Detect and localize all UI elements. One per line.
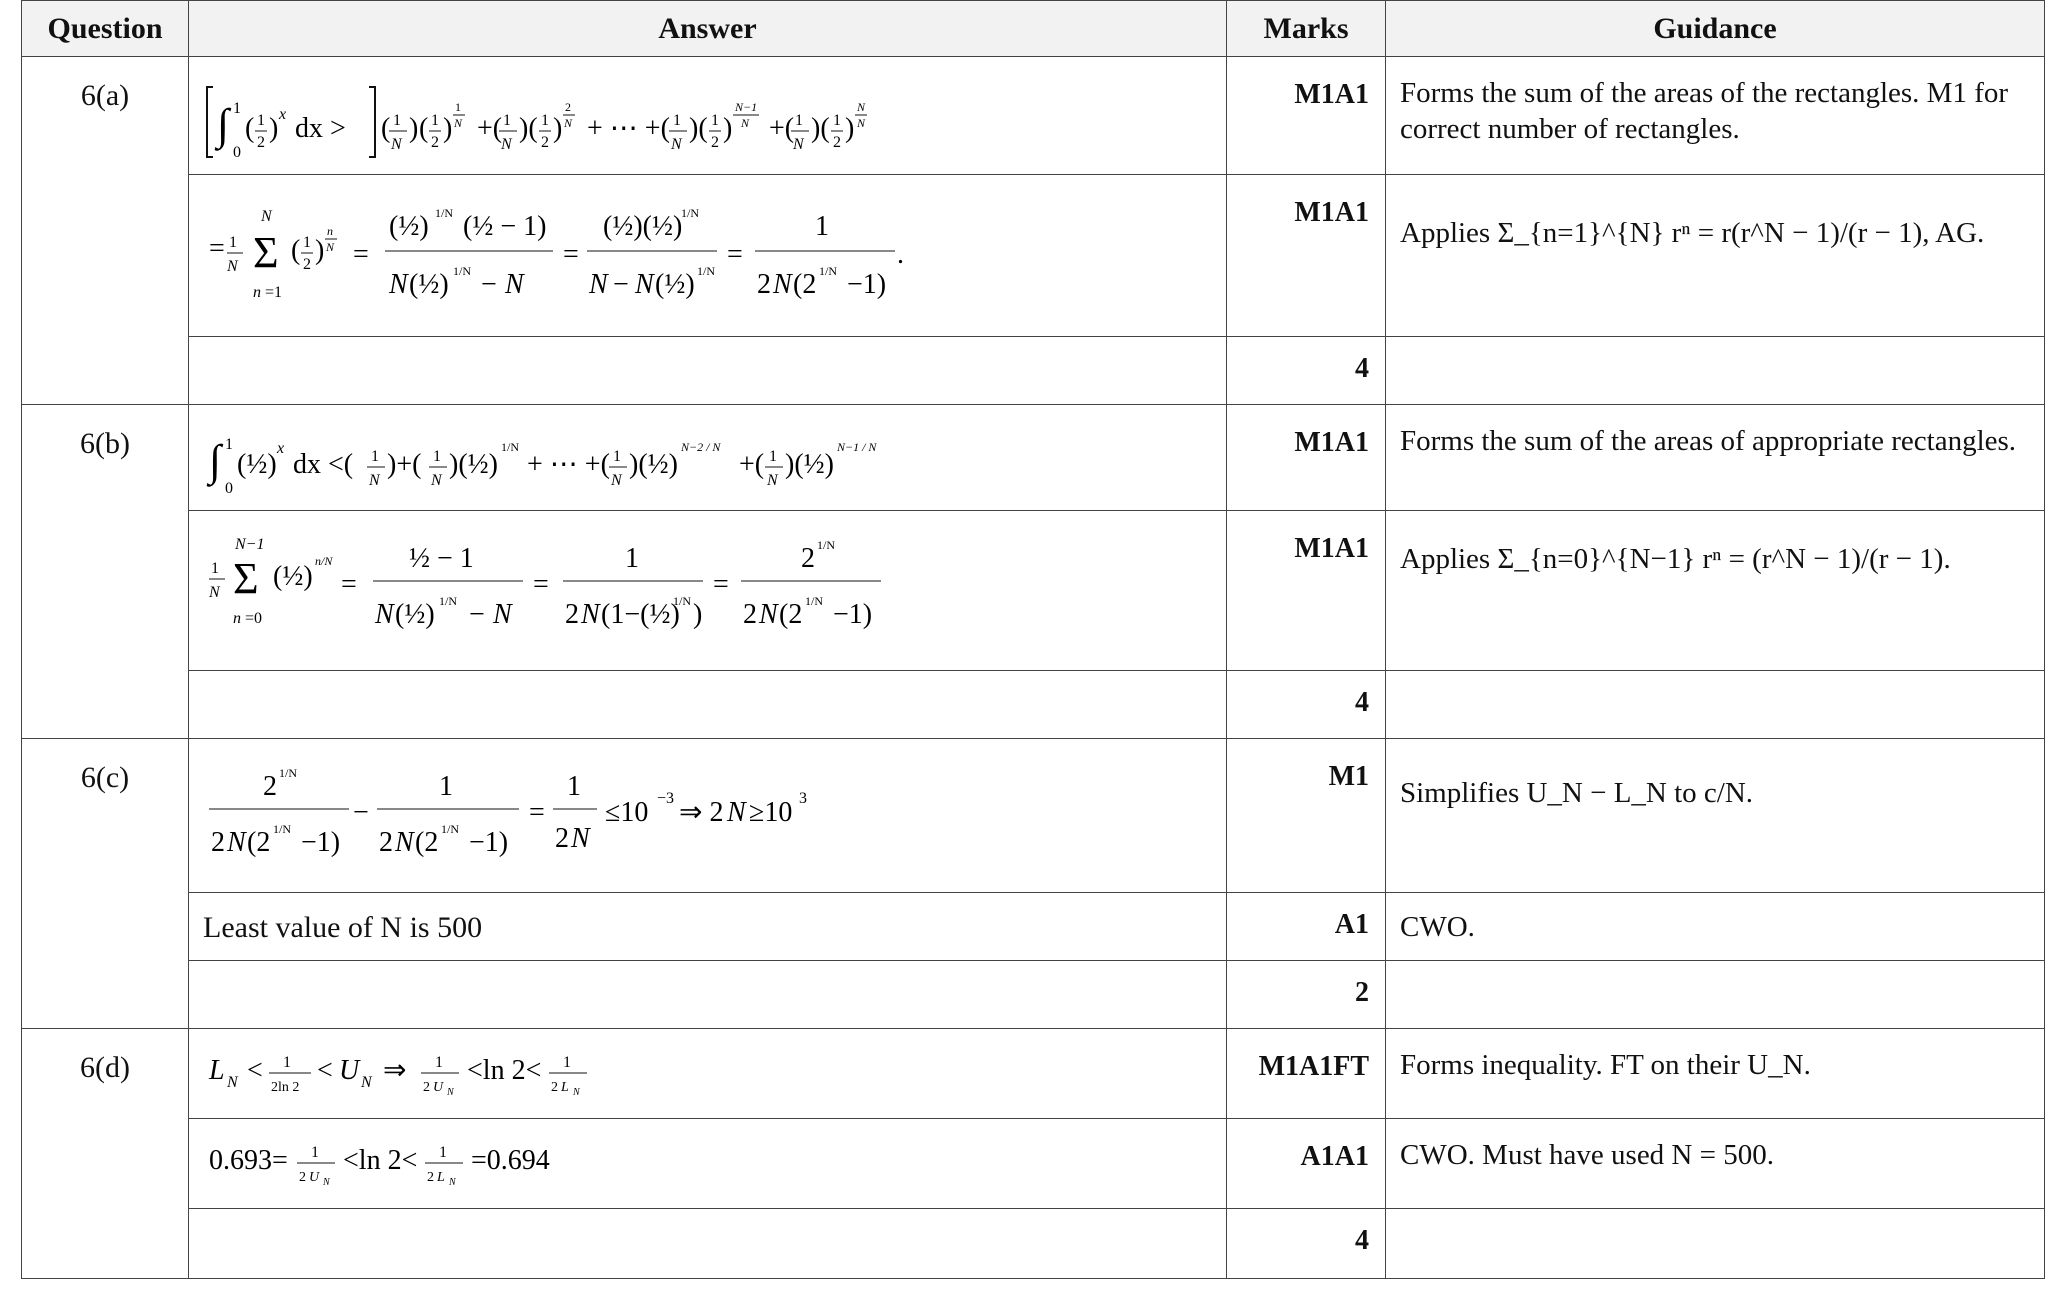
svg-text:N−2 / N: N−2 / N <box>681 440 721 454</box>
marks-value: M1A1 <box>1227 405 1386 511</box>
svg-text:1: 1 <box>229 234 237 251</box>
svg-text:2: 2 <box>211 827 225 858</box>
svg-text:1: 1 <box>455 100 461 114</box>
svg-text:1/N: 1/N <box>441 822 459 836</box>
svg-text:1: 1 <box>795 112 803 129</box>
answer-cell <box>189 405 1227 511</box>
svg-text:N: N <box>326 240 335 254</box>
svg-text:⇒ 2: ⇒ 2 <box>679 797 724 828</box>
svg-text:N: N <box>493 599 512 630</box>
guidance-text: CWO. <box>1386 893 2045 961</box>
svg-text:=: = <box>727 239 743 270</box>
svg-text:N: N <box>501 136 512 153</box>
svg-text:(½): (½) <box>237 449 277 480</box>
svg-text:): ) <box>553 113 563 144</box>
svg-text:N: N <box>389 269 408 300</box>
svg-text:1: 1 <box>711 112 719 129</box>
svg-text:n: n <box>253 284 261 301</box>
answer-cell <box>189 739 1227 893</box>
svg-text:N: N <box>767 472 778 489</box>
svg-text:2: 2 <box>263 771 277 802</box>
svg-text:⇒: ⇒ <box>383 1055 407 1086</box>
svg-text:−1): −1) <box>847 269 887 300</box>
svg-text:N: N <box>227 1074 238 1091</box>
svg-text:): ) <box>693 599 703 630</box>
svg-text:1: 1 <box>371 448 379 465</box>
svg-text:1: 1 <box>283 1054 291 1071</box>
svg-text:∫: ∫ <box>217 100 230 149</box>
svg-text:N: N <box>227 827 246 858</box>
answer-cell <box>189 57 1227 175</box>
header-marks: Marks <box>1227 1 1386 57</box>
svg-text:N: N <box>449 1177 456 1188</box>
svg-text:1/N: 1/N <box>453 264 471 278</box>
answer-cell <box>189 961 1227 1029</box>
svg-text:1/N: 1/N <box>439 594 457 608</box>
svg-text:): ) <box>315 235 325 266</box>
svg-text:<ln 2<: <ln 2< <box>467 1055 542 1086</box>
svg-text:2: 2 <box>801 543 815 574</box>
svg-text:(2: (2 <box>793 269 817 300</box>
svg-text:x: x <box>277 440 285 457</box>
svg-text:L: L <box>437 1170 445 1185</box>
answer-cell <box>189 893 1227 961</box>
svg-text:1: 1 <box>833 112 841 129</box>
svg-text:2: 2 <box>757 269 771 300</box>
svg-text:2: 2 <box>711 134 719 151</box>
svg-text:): ) <box>443 113 453 144</box>
svg-text:N: N <box>209 584 220 601</box>
svg-text:n: n <box>233 610 241 627</box>
marks-value: A1 <box>1227 893 1386 961</box>
svg-text:U: U <box>339 1055 360 1086</box>
svg-text:1/N: 1/N <box>681 206 699 220</box>
svg-text:)(½): )(½) <box>629 449 678 480</box>
svg-text:)(: )( <box>519 113 538 144</box>
guidance-text: Forms inequality. FT on their U_N. <box>1386 1029 2045 1119</box>
svg-text:<: < <box>247 1055 263 1086</box>
svg-text:2: 2 <box>551 1080 558 1095</box>
total-marks: 2 <box>1227 961 1386 1029</box>
svg-text:1: 1 <box>503 112 511 129</box>
svg-text:2ln 2: 2ln 2 <box>271 1080 300 1095</box>
svg-text:N: N <box>369 472 380 489</box>
svg-text:3: 3 <box>799 790 807 807</box>
svg-text:(½): (½) <box>273 561 313 592</box>
svg-text:2: 2 <box>743 599 757 630</box>
table-row <box>22 1209 2045 1279</box>
svg-text:1: 1 <box>303 234 311 251</box>
svg-text:(: ( <box>381 113 391 144</box>
svg-text:+(: +( <box>739 449 765 480</box>
svg-text:2: 2 <box>565 599 579 630</box>
svg-text:=: = <box>563 239 579 270</box>
svg-text:N: N <box>431 472 442 489</box>
svg-text:−1): −1) <box>833 599 873 630</box>
svg-text:=: = <box>353 239 369 270</box>
table-row <box>22 961 2045 1029</box>
svg-text:+(: +( <box>477 113 503 144</box>
table-row <box>22 511 2045 671</box>
total-marks: 4 <box>1227 671 1386 739</box>
svg-text:(1−(½): (1−(½) <box>601 599 680 630</box>
svg-text:−: − <box>469 599 485 630</box>
answer-cell <box>189 511 1227 671</box>
svg-text:1: 1 <box>815 211 829 242</box>
svg-text:)+(: )+( <box>387 449 422 480</box>
svg-text:N: N <box>857 100 866 114</box>
svg-text:1/N: 1/N <box>273 822 291 836</box>
marks-value: A1A1 <box>1227 1119 1386 1209</box>
svg-text:N: N <box>571 823 590 854</box>
question-number: 6(c) <box>22 739 189 1029</box>
marks-value: M1 <box>1227 739 1386 893</box>
svg-text:≤10: ≤10 <box>605 797 649 828</box>
answer-cell <box>189 337 1227 405</box>
svg-text:1/N: 1/N <box>501 440 519 454</box>
svg-text:N: N <box>395 827 414 858</box>
answer-cell <box>189 1119 1227 1209</box>
marks-value: M1A1FT <box>1227 1029 1386 1119</box>
svg-text:+(: +( <box>769 113 795 144</box>
svg-text:N: N <box>611 472 622 489</box>
svg-text:1: 1 <box>563 1054 571 1071</box>
svg-text:=: = <box>529 797 545 828</box>
guidance-text: Applies Σ_{n=0}^{N−1} rⁿ = (r^N − 1)/(r − 1). <box>1386 511 2045 671</box>
svg-text:)(½): )(½) <box>449 449 498 480</box>
guidance-text: Applies Σ_{n=1}^{N} rⁿ = r(r^N − 1)/(r − 1), AG. <box>1386 175 2045 337</box>
answer-cell <box>189 1029 1227 1119</box>
svg-text:): ) <box>845 113 855 144</box>
svg-text:(2: (2 <box>779 599 803 630</box>
table-row <box>22 739 2045 893</box>
svg-text:0: 0 <box>233 144 241 161</box>
svg-text:N−1 / N: N−1 / N <box>837 440 877 454</box>
svg-text:2: 2 <box>565 100 571 114</box>
svg-text:): ) <box>269 113 279 144</box>
svg-text:N: N <box>261 208 272 225</box>
svg-text:=0.694: =0.694 <box>471 1145 550 1176</box>
svg-text:(½): (½) <box>389 211 429 242</box>
svg-text:.: . <box>897 239 904 270</box>
svg-text:n: n <box>327 224 333 238</box>
answer-cell <box>189 175 1227 337</box>
formula-6d-1 <box>203 1029 1213 1117</box>
answer-cell <box>189 671 1227 739</box>
svg-text:L: L <box>209 1055 225 1086</box>
svg-text:Σ: Σ <box>253 228 279 277</box>
svg-text:n/N: n/N <box>315 554 333 568</box>
svg-text:<ln 2<: <ln 2< <box>343 1145 418 1176</box>
svg-text:(: ( <box>291 235 301 266</box>
header-row <box>22 1 2045 57</box>
svg-text:1: 1 <box>257 112 265 129</box>
svg-text:N: N <box>635 269 654 300</box>
svg-text:1: 1 <box>431 112 439 129</box>
svg-text:1: 1 <box>393 112 401 129</box>
svg-text:N: N <box>454 116 463 130</box>
table-row <box>22 405 2045 511</box>
svg-text:N: N <box>759 599 778 630</box>
svg-text:N: N <box>773 269 792 300</box>
total-marks: 4 <box>1227 337 1386 405</box>
svg-text:1: 1 <box>625 543 639 574</box>
table-row <box>22 337 2045 405</box>
svg-text:1: 1 <box>211 560 219 577</box>
svg-text:N: N <box>589 269 608 300</box>
svg-text:−1): −1) <box>301 827 341 858</box>
svg-text:N: N <box>323 1177 330 1188</box>
svg-text:(½): (½) <box>655 269 695 300</box>
svg-text:+ ⋯ +(: + ⋯ +( <box>587 113 670 144</box>
table-row <box>22 1119 2045 1209</box>
svg-text:N: N <box>671 136 682 153</box>
svg-text:−: − <box>353 797 369 828</box>
mark-scheme-table <box>21 0 2045 1279</box>
guidance-text <box>1386 671 2045 739</box>
svg-text:=: = <box>713 569 729 600</box>
svg-text:1: 1 <box>613 448 621 465</box>
svg-text:1: 1 <box>433 448 441 465</box>
svg-text:=: = <box>341 569 357 600</box>
svg-text:=1: =1 <box>265 284 283 301</box>
question-number: 6(b) <box>22 405 189 739</box>
svg-text:0: 0 <box>225 480 233 497</box>
svg-text:): ) <box>723 113 733 144</box>
formula-6a-2 <box>203 175 1213 335</box>
svg-text:2: 2 <box>427 1170 434 1185</box>
formula-6d-2 <box>203 1119 1213 1207</box>
svg-text:1/N: 1/N <box>279 766 297 780</box>
table-row <box>22 671 2045 739</box>
svg-text:N: N <box>741 116 750 130</box>
answer-text: Least value of N is 500 <box>203 911 483 944</box>
svg-text:1/N: 1/N <box>673 594 691 608</box>
svg-text:2: 2 <box>541 134 549 151</box>
svg-text:=0: =0 <box>245 610 263 627</box>
svg-text:x: x <box>279 106 287 123</box>
header-guidance: Guidance <box>1386 1 2045 57</box>
svg-text:N: N <box>375 599 394 630</box>
answer-cell <box>189 1209 1227 1279</box>
svg-text:N: N <box>857 116 866 130</box>
marks-value: M1A1 <box>1227 175 1386 337</box>
svg-text:(½)(½): (½)(½) <box>603 211 683 242</box>
svg-text:−: − <box>613 269 629 300</box>
svg-text:1: 1 <box>225 436 233 453</box>
svg-text:1: 1 <box>439 1144 447 1161</box>
guidance-text: Forms the sum of the areas of the rectangles. M1 for correct number of rectangles. <box>1386 57 2045 175</box>
svg-text:U: U <box>309 1170 320 1185</box>
marks-value: M1A1 <box>1227 511 1386 671</box>
svg-text:N: N <box>793 136 804 153</box>
formula-6b-2 <box>203 511 1213 669</box>
svg-text:(2: (2 <box>247 827 271 858</box>
svg-text:)(: )( <box>811 113 830 144</box>
svg-text:1/N: 1/N <box>435 206 453 220</box>
question-number: 6(d) <box>22 1029 189 1279</box>
svg-text:½ − 1: ½ − 1 <box>409 543 474 574</box>
svg-text:N: N <box>564 116 573 130</box>
svg-text:(½): (½) <box>409 269 449 300</box>
guidance-text <box>1386 337 2045 405</box>
svg-text:N: N <box>447 1087 454 1098</box>
svg-text:1: 1 <box>541 112 549 129</box>
svg-text:0.693=: 0.693= <box>209 1145 288 1176</box>
svg-text:=: = <box>209 233 225 264</box>
table-row <box>22 57 2045 175</box>
svg-text:(½): (½) <box>395 599 435 630</box>
svg-text:1/N: 1/N <box>697 264 715 278</box>
total-marks: 4 <box>1227 1209 1386 1279</box>
table-row <box>22 1029 2045 1119</box>
svg-text:≥10: ≥10 <box>749 797 793 828</box>
svg-text:2: 2 <box>555 823 569 854</box>
svg-text:U: U <box>433 1080 444 1095</box>
svg-text:1: 1 <box>769 448 777 465</box>
svg-text:dx <(: dx <( <box>293 449 354 480</box>
header-answer: Answer <box>189 1 1227 57</box>
svg-text:N: N <box>581 599 600 630</box>
svg-text:2: 2 <box>303 256 311 273</box>
svg-text:Σ: Σ <box>233 554 259 603</box>
svg-text:2: 2 <box>833 134 841 151</box>
svg-text:1: 1 <box>435 1054 443 1071</box>
svg-text:dx >: dx > <box>295 113 346 144</box>
svg-text:1/N: 1/N <box>819 264 837 278</box>
question-number: 6(a) <box>22 57 189 405</box>
svg-text:2: 2 <box>299 1170 306 1185</box>
svg-text:1: 1 <box>311 1144 319 1161</box>
svg-text:−: − <box>481 269 497 300</box>
guidance-text <box>1386 1209 2045 1279</box>
svg-text:+ ⋯ +(: + ⋯ +( <box>527 449 610 480</box>
formula-6a-1 <box>203 57 1213 173</box>
svg-text:<: < <box>317 1055 333 1086</box>
svg-text:2: 2 <box>431 134 439 151</box>
svg-text:N: N <box>227 258 238 275</box>
guidance-text: CWO. Must have used N = 500. <box>1386 1119 2045 1209</box>
svg-text:(½ − 1): (½ − 1) <box>463 211 547 242</box>
svg-text:−1): −1) <box>469 827 509 858</box>
svg-text:2: 2 <box>423 1080 430 1095</box>
guidance-text: Simplifies U_N − L_N to c/N. <box>1386 739 2045 893</box>
svg-text:1: 1 <box>233 100 241 117</box>
svg-text:1: 1 <box>567 771 581 802</box>
table-row <box>22 893 2045 961</box>
svg-text:N: N <box>505 269 524 300</box>
svg-text:1/N: 1/N <box>805 594 823 608</box>
svg-text:1/N: 1/N <box>817 538 835 552</box>
svg-text:(: ( <box>419 113 429 144</box>
formula-6c-1 <box>203 739 1213 891</box>
svg-text:=: = <box>533 569 549 600</box>
svg-text:N: N <box>361 1074 372 1091</box>
guidance-text: Forms the sum of the areas of appropriate rectangles. <box>1386 405 2045 511</box>
svg-text:−3: −3 <box>657 790 675 807</box>
guidance-text <box>1386 961 2045 1029</box>
svg-text:L: L <box>561 1080 569 1095</box>
svg-text:N−1: N−1 <box>235 536 265 553</box>
svg-text:2: 2 <box>257 134 265 151</box>
svg-text:)(: )( <box>689 113 708 144</box>
svg-text:∫: ∫ <box>209 436 222 485</box>
header-question: Question <box>22 1 189 57</box>
svg-text:1: 1 <box>439 771 453 802</box>
svg-text:(: ( <box>245 113 255 144</box>
svg-text:N: N <box>573 1087 580 1098</box>
svg-text:N: N <box>391 136 402 153</box>
svg-text:)(½): )(½) <box>785 449 834 480</box>
svg-text:2: 2 <box>379 827 393 858</box>
svg-text:1: 1 <box>673 112 681 129</box>
formula-6b-1 <box>203 405 1213 509</box>
svg-text:(2: (2 <box>415 827 439 858</box>
table-row <box>22 175 2045 337</box>
marks-value: M1A1 <box>1227 57 1386 175</box>
svg-text:N−1: N−1 <box>735 100 758 114</box>
svg-text:): ) <box>409 113 419 144</box>
svg-text:N: N <box>727 797 746 828</box>
